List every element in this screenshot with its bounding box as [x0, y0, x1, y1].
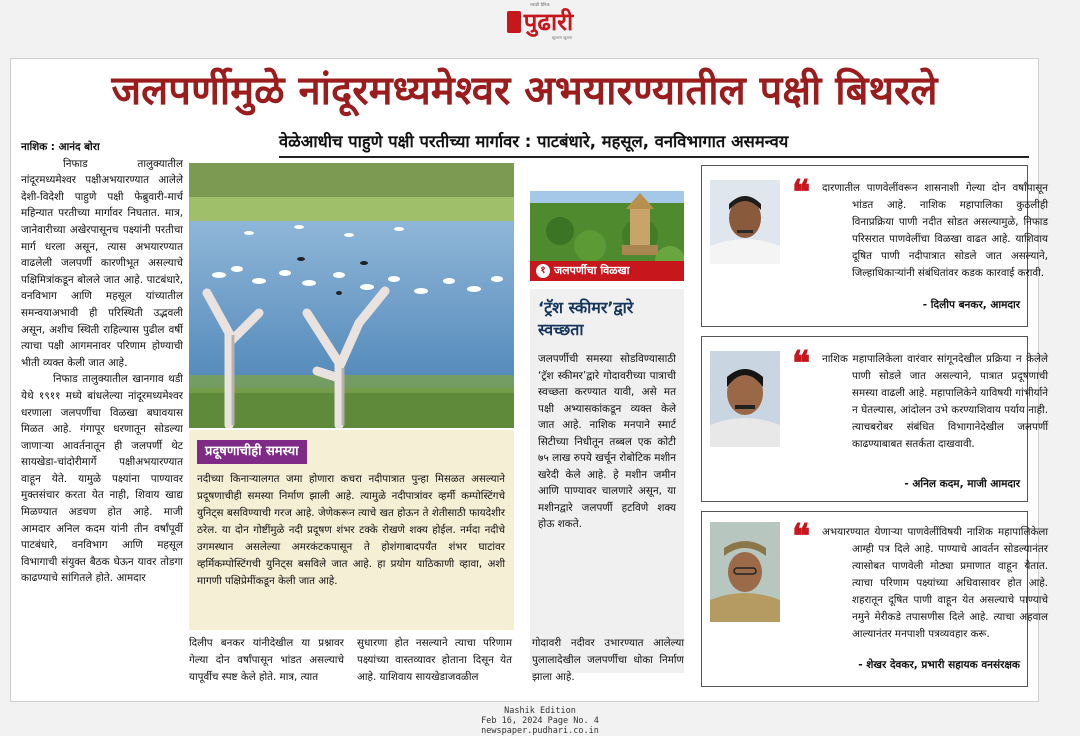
byline: नाशिक : आनंद बोरा: [21, 141, 100, 153]
quote-1-photo: [710, 180, 780, 264]
quote-box-2: [701, 336, 1048, 502]
paragraph-1: निफाड तालुक्यातील नांदूरमध्यमेश्वर पक्षीअभयारण्यात आलेले देशी-विदेशी पाहुणे पक्षी फेब्रुवारी-मार्च महिन्यात परतीच्या मार्गावर निघतात. मात्र, जानेवारीच्या अखेरपासूनच पक्ष्यांनी परतीचा मार्ग धरला असून, त्यास अभयारण्यात वाढलेली जलपर्णी कारणीभूत असल्याचे पक्षिमित्रांकडून बोलले जात आहे. पाटबंधारे, वनविभाग आणि महसूल यांच्यातील समन्वयाअभावी ही परिस्थिती उद्भवली असून, अशीच स्थिती राहिल्यास पुढील वर्षी त्याचा पक्षी आगमनावर परिणाम होण्याची भीती व्यक्त केली जात आहे.: [21, 157, 183, 369]
photo-caption-tag: [530, 261, 684, 281]
quote-3-signature: - शेखर देवकर, प्रभारी सहायक वनसंरक्षक: [858, 659, 1020, 671]
birds-lake-photo: [189, 163, 514, 428]
caption-label: जलपर्णीचा विळखा: [554, 264, 630, 277]
pollution-body: नदीच्या किनाऱ्यालगत जमा होणारा कचरा नदीपात्रात पुन्हा मिसळत असल्याने प्रदूषणाचीही समस्या निर्माण झाली आहे. त्यामुळे नदीपात्रांवर व्हर्मी कम्पोस्टिंगचे युनिट्स बसविण्याची गरज आहे. जेणेकरून त्याचे खत होऊन ते शेतीसाठी फायदेशीर ठरेल. या दोन गोष्टींमुळे नदी प्रदूषण शंभर टक्के रोखणे शक्य होईल. नर्मदा नदीचे उगमस्थान असलेल्या अमरकंटकपासून ते होशंगाबादपर्यंत शंभर घाटांवर व्हर्मिकम्पोस्टिंगची युनिट्स बसविले जात आहे. हा प्रयोग याठिकाणी व्हावा, अशी मागणी पक्षिप्रेमींकडून केली जात आहे.: [197, 473, 505, 587]
quote-3-text: अभयारण्यात येणाऱ्या पाणवेलींविषयी नाशिक महापालिकेला आम्ही पत्र दिले आहे. पाण्याचे आवर्तन सोडल्यानंतर त्यासोबत पाणवेली मोठ्या प्रमाणात वाहून येतात. त्याचा परिणाम पक्ष्यांच्या अधिवासावर होत आहे. शहरातून दूषित पाणी वाहून येत असल्याचे पाण्याचे नमुने मेरीकडे तपासणीस दिले आहे. त्याचा अहवाल आल्यानंतर मनपाशी पत्रव्यवहार करू.: [822, 526, 1048, 640]
article-headline: जलपर्णीमुळे नांदूरमध्यमेश्वर अभयारण्यातील पक्षी बिथरले: [111, 68, 938, 114]
quote-box-1: [701, 165, 1048, 327]
footer-site-link[interactable]: newspaper.pudhari.co.in: [481, 726, 599, 736]
newspaper-logo: [498, 2, 582, 42]
paragraph-2: निफाड तालुक्यातील खानगाव थडी येथे १९११ मध्ये बांधलेल्या नांदूरमध्यमेश्वर धरणाला जलपर्णीचा विळखा बघावयास मिळत आहे. गंगापूर धरणातून सोडल्या जाणाऱ्या आवर्तनातून ही जलपर्णी थेट सायखेडा-चांदोरीमार्गे पक्षीअभयारण्यात वाहून येते. यामुळे पक्ष्यांना पाण्यावर मुक्तसंचार करता येत नाही, शिवाय खाद्य मिळण्यात अडचण होत आहे. माजी आमदार अनिल कदम यांनी तीन वर्षांपूर्वी पाटबंधारे, वनविभाग आणि महसूल विभागाची संयुक्त बैठक घेऊन यावर तोडगा काढण्याचे सांगितले होते. आमदार: [21, 373, 183, 585]
quote-2-photo: [710, 351, 780, 447]
article-column-1: [21, 139, 183, 587]
quote-2-signature: - अनिल कदम, माजी आमदार: [904, 478, 1020, 490]
logo-name: पुढारी: [523, 7, 574, 36]
logo-tagline: खुल्लम खुल्ला: [551, 35, 572, 40]
quote-1-mark-icon: ❝: [792, 173, 811, 213]
bottom-column-1: दिलीप बनकर यांनीदेखील या प्रश्नावर गेल्या दोन वर्षांपासून भांडत असल्याचे यापूर्वीच स्पष्ट केले होते. मात्र, त्यात: [189, 637, 344, 683]
article-subheadline: वेळेआधीच पाहुणे पक्षी परतीच्या मार्गावर : पाटबंधारे, महसूल, वनविभागात असमन्वय: [279, 132, 789, 151]
page-footer: [0, 706, 1080, 736]
trash-skimmer-heading: ‘ट्रॅश स्कीमर’द्वारे स्वच्छता: [538, 298, 634, 339]
quote-1-text: दारणातील पाणवेलींवरून शासनाशी गेल्या दोन वर्षांपासून भांडत आहे. नाशिक महापालिका कुठलीही विनाप्रक्रिया पाणी नदीत सोडत असल्यामुळे, निफाड परिसरात पाणवेलींचा विळखा वाढत आहे. याशिवाय दूषित पाणी नदीपात्रात सोडले जात असल्याने, जिल्हाधिकाऱ्यांनी संबंधितांवर कडक कारवाई करावी.: [822, 182, 1048, 279]
trash-skimmer-body: जलपर्णीची समस्या सोडविण्यासाठी ‘ट्रॅश स्कीमर’द्वारे गोदावरीच्या पात्राची स्वच्छता करण्यात यावी, असे मत पक्षी अभ्यासकांकडून व्यक्त केले जात आहे. नाशिक मनपाने स्मार्ट सिटीच्या निधीतून तब्बल एक कोटी ७५ लाख रुपये खर्चून रोबोटिक मशीन खरेदी केले आहे. हे मशीन जमीन आणि पाण्यावर चालणारे असून, या मशीनद्वारे जलपर्णी हटविणे शक्य होऊ शकते.: [538, 353, 676, 530]
quote-box-3: [701, 511, 1048, 687]
bottom-column-2: सुधारणा होत नसल्याने त्याचा परिणाम पक्ष्यांच्या वास्तव्यावर होताना दिसून येत आहे. याशिवाय सायखेडाजवळील: [357, 637, 512, 683]
logo-small-text: मराठी दैनिक: [530, 2, 550, 7]
quote-1-signature: - दिलीप बनकर, आमदार: [922, 299, 1020, 311]
caption-number: १: [536, 264, 550, 278]
quote-3-photo: [710, 522, 780, 622]
quote-3-mark-icon: ❝: [792, 517, 811, 557]
subhead-rule: [279, 156, 1029, 158]
footer-edition: Nashik Edition: [504, 706, 576, 716]
quote-2-text: नाशिक महापालिकेला वारंवार सांगूनदेखील प्रक्रिया न केलेले पाणी सोडले जात असल्याने, पात्रात प्रदूषणाची समस्या वाढली आहे. महापालिकेने याविषयी गांभीर्याने न घेतल्यास, आंदोलन उभे करण्याशिवाय पर्याय नाही. त्याचबरोबर संबंधित विभागानेदेखील जलपर्णी काढण्याबाबत सतर्कता दाखवावी.: [822, 353, 1048, 450]
newspaper-page: [10, 58, 1048, 702]
bottom-column-3: गोदावरी नदीवर उभारण्यात आलेल्या पुलालादेखील जलपर्णीचा धोका निर्माण झाला आहे.: [532, 637, 684, 683]
logo-mark-icon: [507, 11, 521, 33]
footer-date: Feb 16, 2024 Page No. 4: [481, 716, 599, 726]
quote-2-mark-icon: ❝: [792, 344, 811, 384]
pollution-heading: प्रदूषणाचीही समस्या: [197, 440, 307, 464]
